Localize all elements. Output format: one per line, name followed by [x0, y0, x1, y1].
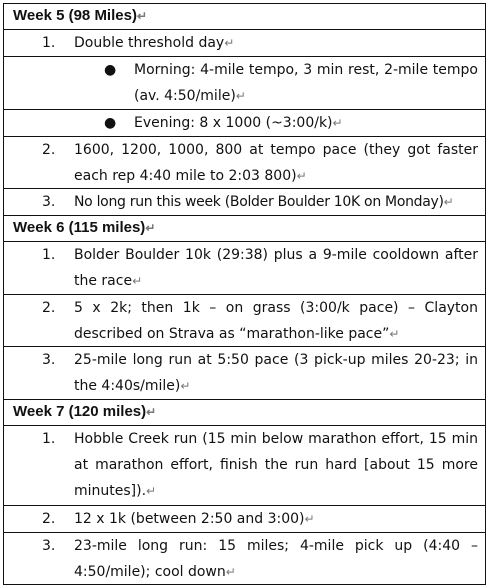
paragraph-mark [333, 116, 343, 130]
item-text: 23-mile long run: 15 miles; 4-mile pick up (4:40 – 4:50/mile); cool down ↵ [74, 533, 478, 585]
bullet-item [3, 110, 486, 137]
week-title: Week 7 (120 miles) [13, 403, 147, 420]
paragraph-mark [305, 512, 315, 526]
item-text: No long run this week (Bolder Boulder 10K on Monday) ↵ [74, 189, 478, 215]
item-number: 3. [42, 538, 56, 554]
list-item [3, 189, 486, 216]
paragraph-mark [236, 89, 246, 103]
paragraph-mark [146, 405, 156, 419]
list-item [3, 295, 486, 347]
item-text: 1600, 1200, 1000, 800 at tempo pace (they got faster each rep 4:40 mile to 2:03 800) ↵ [74, 137, 478, 189]
item-text: 5 x 2k; then 1k – on grass (3:00/k pace) – Clayton described on Strava as “marathon-like pace” ↵ [74, 295, 478, 347]
item-text: 25-mile long run at 5:50 pace (3 pick-up miles 20-23; in the 4:40s/mile) ↵ [74, 347, 478, 399]
item-text: Hobble Creek run (15 min below marathon effort, 15 min at marathon effort, finish the run hard [about 15 more minutes]). ↵ [74, 426, 478, 504]
paragraph-mark [389, 327, 399, 341]
paragraph-mark [444, 195, 454, 209]
bullet-icon: ● [104, 115, 117, 131]
item-number: 1. [42, 247, 56, 263]
week-heading [3, 216, 486, 242]
bullet-text: Morning: 4-mile tempo, 3 min rest, 2-mile tempo (av. 4:50/mile) ↵ [134, 57, 478, 109]
list-item [3, 347, 486, 400]
bullet-icon: ● [104, 62, 117, 78]
item-number: 2. [42, 142, 56, 158]
item-number: 3. [42, 194, 56, 210]
week-title: Week 6 (115 miles) [13, 219, 146, 236]
item-number: 1. [42, 431, 56, 447]
list-item [3, 242, 486, 295]
list-item [3, 506, 486, 533]
week-heading [3, 3, 486, 30]
item-text: Bolder Boulder 10k (29:38) plus a 9-mile cooldown after the race ↵ [74, 242, 478, 294]
bullet-text: Evening: 8 x 1000 (~3:00/k) ↵ [134, 110, 478, 136]
week-title: Week 5 (98 Miles) [13, 7, 137, 24]
list-item [3, 137, 486, 189]
item-number: 1. [42, 35, 56, 51]
list-item [3, 533, 486, 585]
paragraph-mark [180, 379, 190, 393]
week-heading [3, 400, 486, 426]
paragraph-mark [224, 36, 234, 50]
item-text: Double threshold day ↵ [74, 30, 478, 56]
paragraph-mark [146, 484, 156, 498]
list-item [3, 426, 486, 506]
paragraph-mark [226, 565, 236, 579]
paragraph-mark [145, 221, 155, 235]
item-text: 12 x 1k (between 2:50 and 3:00) ↵ [74, 506, 478, 532]
paragraph-mark [137, 9, 147, 23]
item-number: 2. [42, 300, 56, 316]
item-number: 3. [42, 352, 56, 368]
paragraph-mark [297, 169, 307, 183]
item-number: 2. [42, 511, 56, 527]
list-item [3, 30, 486, 57]
paragraph-mark [132, 274, 142, 288]
bullet-item [3, 57, 486, 110]
